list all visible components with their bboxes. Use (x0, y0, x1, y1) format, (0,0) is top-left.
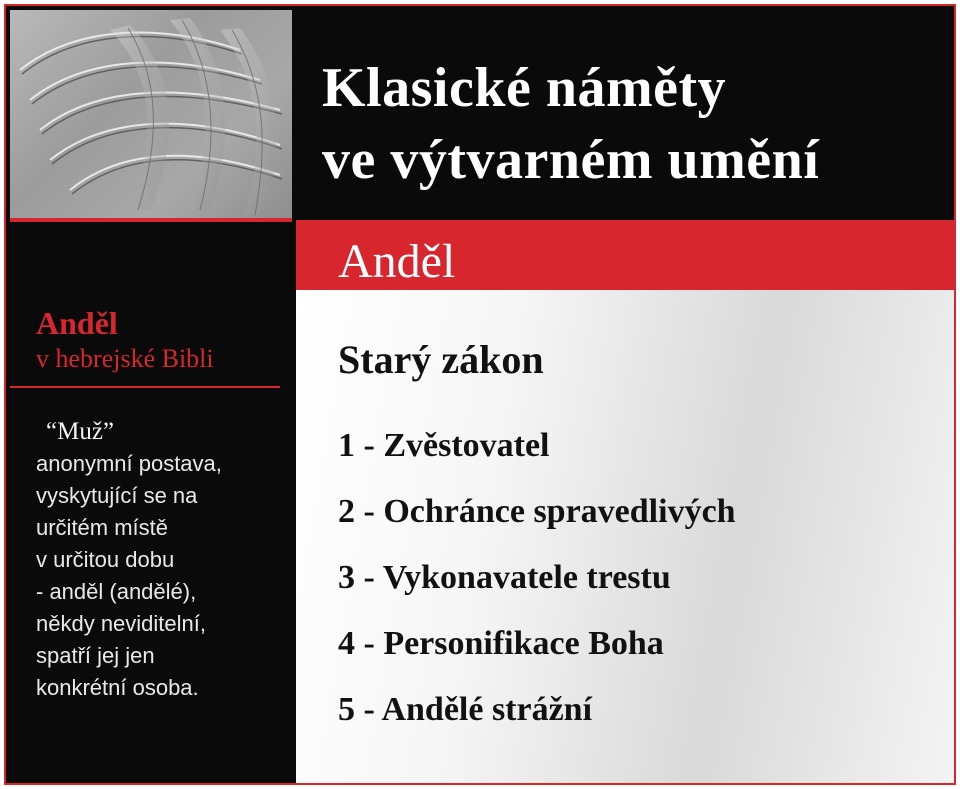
left-body-line: někdy neviditelní, (36, 611, 206, 636)
left-body-line: určitém místě (36, 515, 169, 540)
list-item: 3 - Vykonavatele trestu (338, 559, 671, 596)
left-divider (10, 386, 280, 388)
list-item: 5 - Andělé strážní (338, 691, 593, 728)
left-body-line: konkrétní osoba. (36, 675, 199, 700)
left-body-line: spatří jej jen (36, 643, 155, 668)
left-body-line: - anděl (andělé), (36, 579, 197, 604)
list-item: 4 - Personifikace Boha (338, 625, 664, 662)
item-list (338, 424, 736, 754)
left-accent-line (10, 218, 292, 222)
left-subheading: v hebrejské Bibli (36, 344, 214, 373)
left-heading: Anděl (36, 305, 118, 341)
title-box (296, 6, 956, 220)
left-column (6, 6, 294, 783)
left-body-line: vyskytující se na (36, 483, 198, 508)
page-title-line-2: ve výtvarném umění (322, 129, 820, 191)
left-body-text (36, 416, 286, 704)
slide-frame (4, 4, 956, 785)
right-column (296, 6, 956, 783)
left-body-line: “Muž” (46, 418, 115, 445)
list-item: 1 - Zvěstovatel (338, 427, 550, 464)
left-body-line: anonymní postava, (36, 451, 222, 476)
topic-label: Anděl (338, 235, 456, 288)
feather-icon (10, 10, 292, 218)
feather-wing-image (10, 10, 292, 218)
list-item: 2 - Ochránce spravedlivých (338, 493, 736, 530)
section-title: Starý zákon (338, 337, 544, 382)
page-title-line-1: Klasické náměty (322, 57, 727, 119)
left-body-line: v určitou dobu (36, 547, 175, 572)
